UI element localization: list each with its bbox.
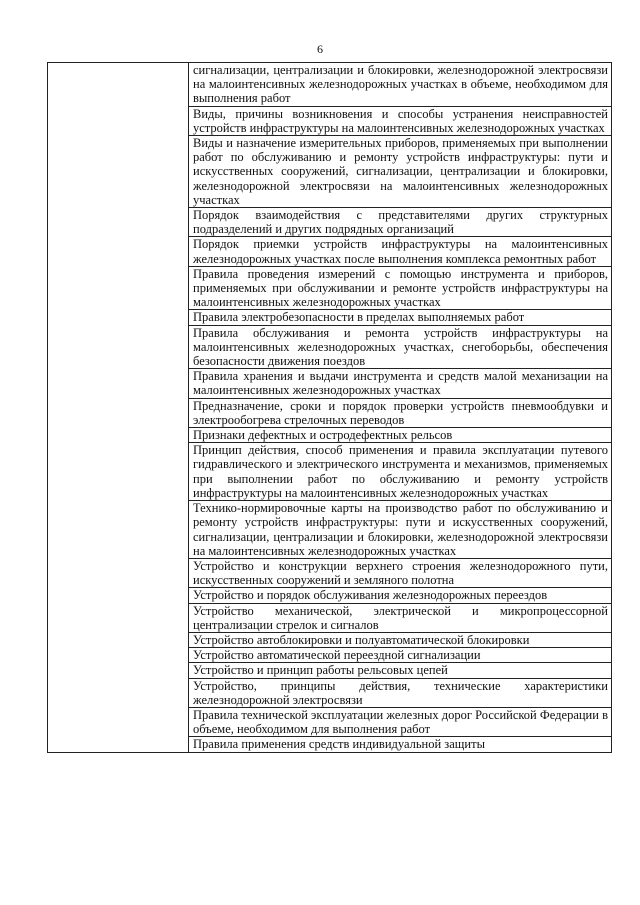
table-cell: Правила обслуживания и ремонта устройств инфраструктуры на малоинтенсивных железнодорожных участках, снегоборьбы, обеспечения безопасности движения поездов [189, 325, 612, 369]
table-cell: Устройство механической, электрической и микропроцессорной централизации стрелок и сигналов [189, 603, 612, 632]
table-cell: Правила применения средств индивидуальной защиты [189, 737, 612, 752]
table-cell: Устройство и конструкции верхнего строения железнодорожного пути, искусственных сооружений и земляного полотна [189, 558, 612, 587]
table-cell: Принцип действия, способ применения и правила эксплуатации путевого гидравлического и электрического инструмента и механизмов, применяемых при выполнении работ по обслуживанию и ремонту устройств инфраструктуры на малоинтенсивных железнодорожных участках [189, 443, 612, 501]
table-row [48, 63, 612, 107]
page-number: 6 [317, 42, 323, 56]
table-cell: Правила электробезопасности в пределах выполняемых работ [189, 310, 612, 325]
table-cell: Виды, причины возникновения и способы устранения неисправностей устройств инфраструктуры на малоинтенсивных железнодорожных участках [189, 106, 612, 135]
table-cell: Виды и назначение измерительных приборов, применяемых при выполнении работ по обслуживанию и ремонту устройств инфраструктуры: пути и искусственных сооружений, сигнализации, централизации и блокировки, железнодорожной электросвязи на малоинтенсивных железнодорожных участках [189, 136, 612, 208]
table-cell: Порядок приемки устройств инфраструктуры на малоинтенсивных железнодорожных участках после выполнения комплекса ремонтных работ [189, 237, 612, 266]
table-left-column [48, 63, 189, 753]
table-cell: Правила технической эксплуатации железных дорог Российской Федерации в объеме, необходимом для выполнения работ [189, 707, 612, 736]
table-cell: Правила проведения измерений с помощью инструмента и приборов, применяемых при обслуживании и ремонте устройств инфраструктуры на малоинтенсивных железнодорожных участках [189, 266, 612, 310]
table-cell: Устройство автоблокировки и полуавтоматической блокировки [189, 632, 612, 647]
table-cell: Устройство и порядок обслуживания железнодорожных переездов [189, 588, 612, 603]
table-cell: Порядок взаимодействия с представителями других структурных подразделений и других подрядных организаций [189, 208, 612, 237]
table-cell: Правила хранения и выдачи инструмента и средств малой механизации на малоинтенсивных железнодорожных участках [189, 369, 612, 398]
table-cell: Устройство автоматической переездной сигнализации [189, 648, 612, 663]
table-cell: сигнализации, централизации и блокировки, железнодорожной электросвязи на малоинтенсивных железнодорожных участках в объеме, необходимом для выполнения работ [189, 63, 612, 107]
table-cell: Устройство, принципы действия, технические характеристики железнодорожной электросвязи [189, 678, 612, 707]
table-cell: Устройство и принцип работы рельсовых цепей [189, 663, 612, 678]
table-cell: Предназначение, сроки и порядок проверки устройств пневмообдувки и электрообогрева стрелочных переводов [189, 398, 612, 427]
table-cell: Технико-нормировочные карты на производство работ по обслуживанию и ремонту устройств инфраструктуры: пути и искусственных сооружений, сигнализации, централизации и блокировки, железнодорожной электросвязи на малоинтенсивных железнодорожных участках [189, 501, 612, 559]
knowledge-table [47, 62, 612, 753]
table-cell: Признаки дефектных и остродефектных рельсов [189, 428, 612, 443]
